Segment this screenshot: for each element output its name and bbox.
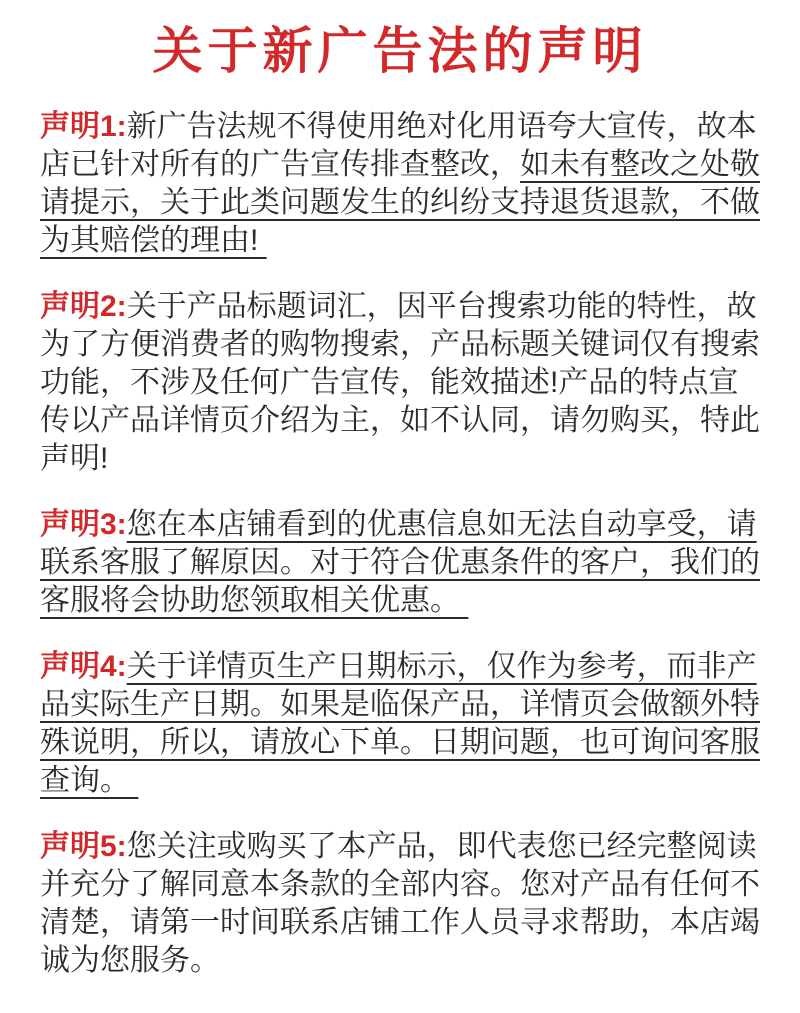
statement-text: 新广告法规不得使用绝对化用语夸大宣传，故本店已针对所有的广告宣传排查整改，: [40, 110, 757, 181]
statement-1: [40, 108, 762, 260]
statement-4-label: 声明4:: [40, 650, 127, 683]
statement-4: [40, 648, 762, 800]
statement-text-underlined: 关于详情页生产日期标示，仅作为参考，而非产品实际生产日期。如果是临保产品，详情页会做额外特殊说明，所以，请放心下单。日期问题，也可询问客服查询。: [40, 650, 760, 797]
statement-2-label: 声明2:: [40, 290, 127, 323]
statement-text: 关于产品标题词汇，因平台搜索功能的特性，故为了方便消费者的购物搜索，产品标题关键词仅有搜索功能，不涉及任何广告宣传，能效描述!产品的特点宣传以产品详情页介绍为主，如不认同，请勿购买，特此声明!: [40, 290, 760, 475]
statement-3: [40, 506, 762, 620]
statement-text-underlined: 您在本店铺看到的优惠信息如无法自动享受，请联系客服了解原因。对于符合优惠条件的客户，我们的客服将会协助您领取相关优惠。: [40, 508, 760, 617]
statements-list: [0, 108, 800, 980]
statement-text-underlined: 如未有整改之处敬请提示，关于此类问题发生的纠纷支持退货退款，不做为其赔偿的理由!: [40, 148, 760, 257]
statement-5-label: 声明5:: [40, 830, 127, 863]
statement-2: [40, 288, 762, 478]
statement-1-label: 声明1:: [40, 110, 127, 143]
statement-3-label: 声明3:: [40, 508, 127, 541]
statement-5: [40, 828, 762, 980]
statement-text: 您关注或购买了本产品，即代表您已经完整阅读并充分了解同意本条款的全部内容。您对产品有任何不清楚，请第一时间联系店铺工作人员寻求帮助，本店竭诚为您服务。: [40, 830, 760, 977]
page-title: 关于新广告法的声明: [152, 23, 648, 79]
